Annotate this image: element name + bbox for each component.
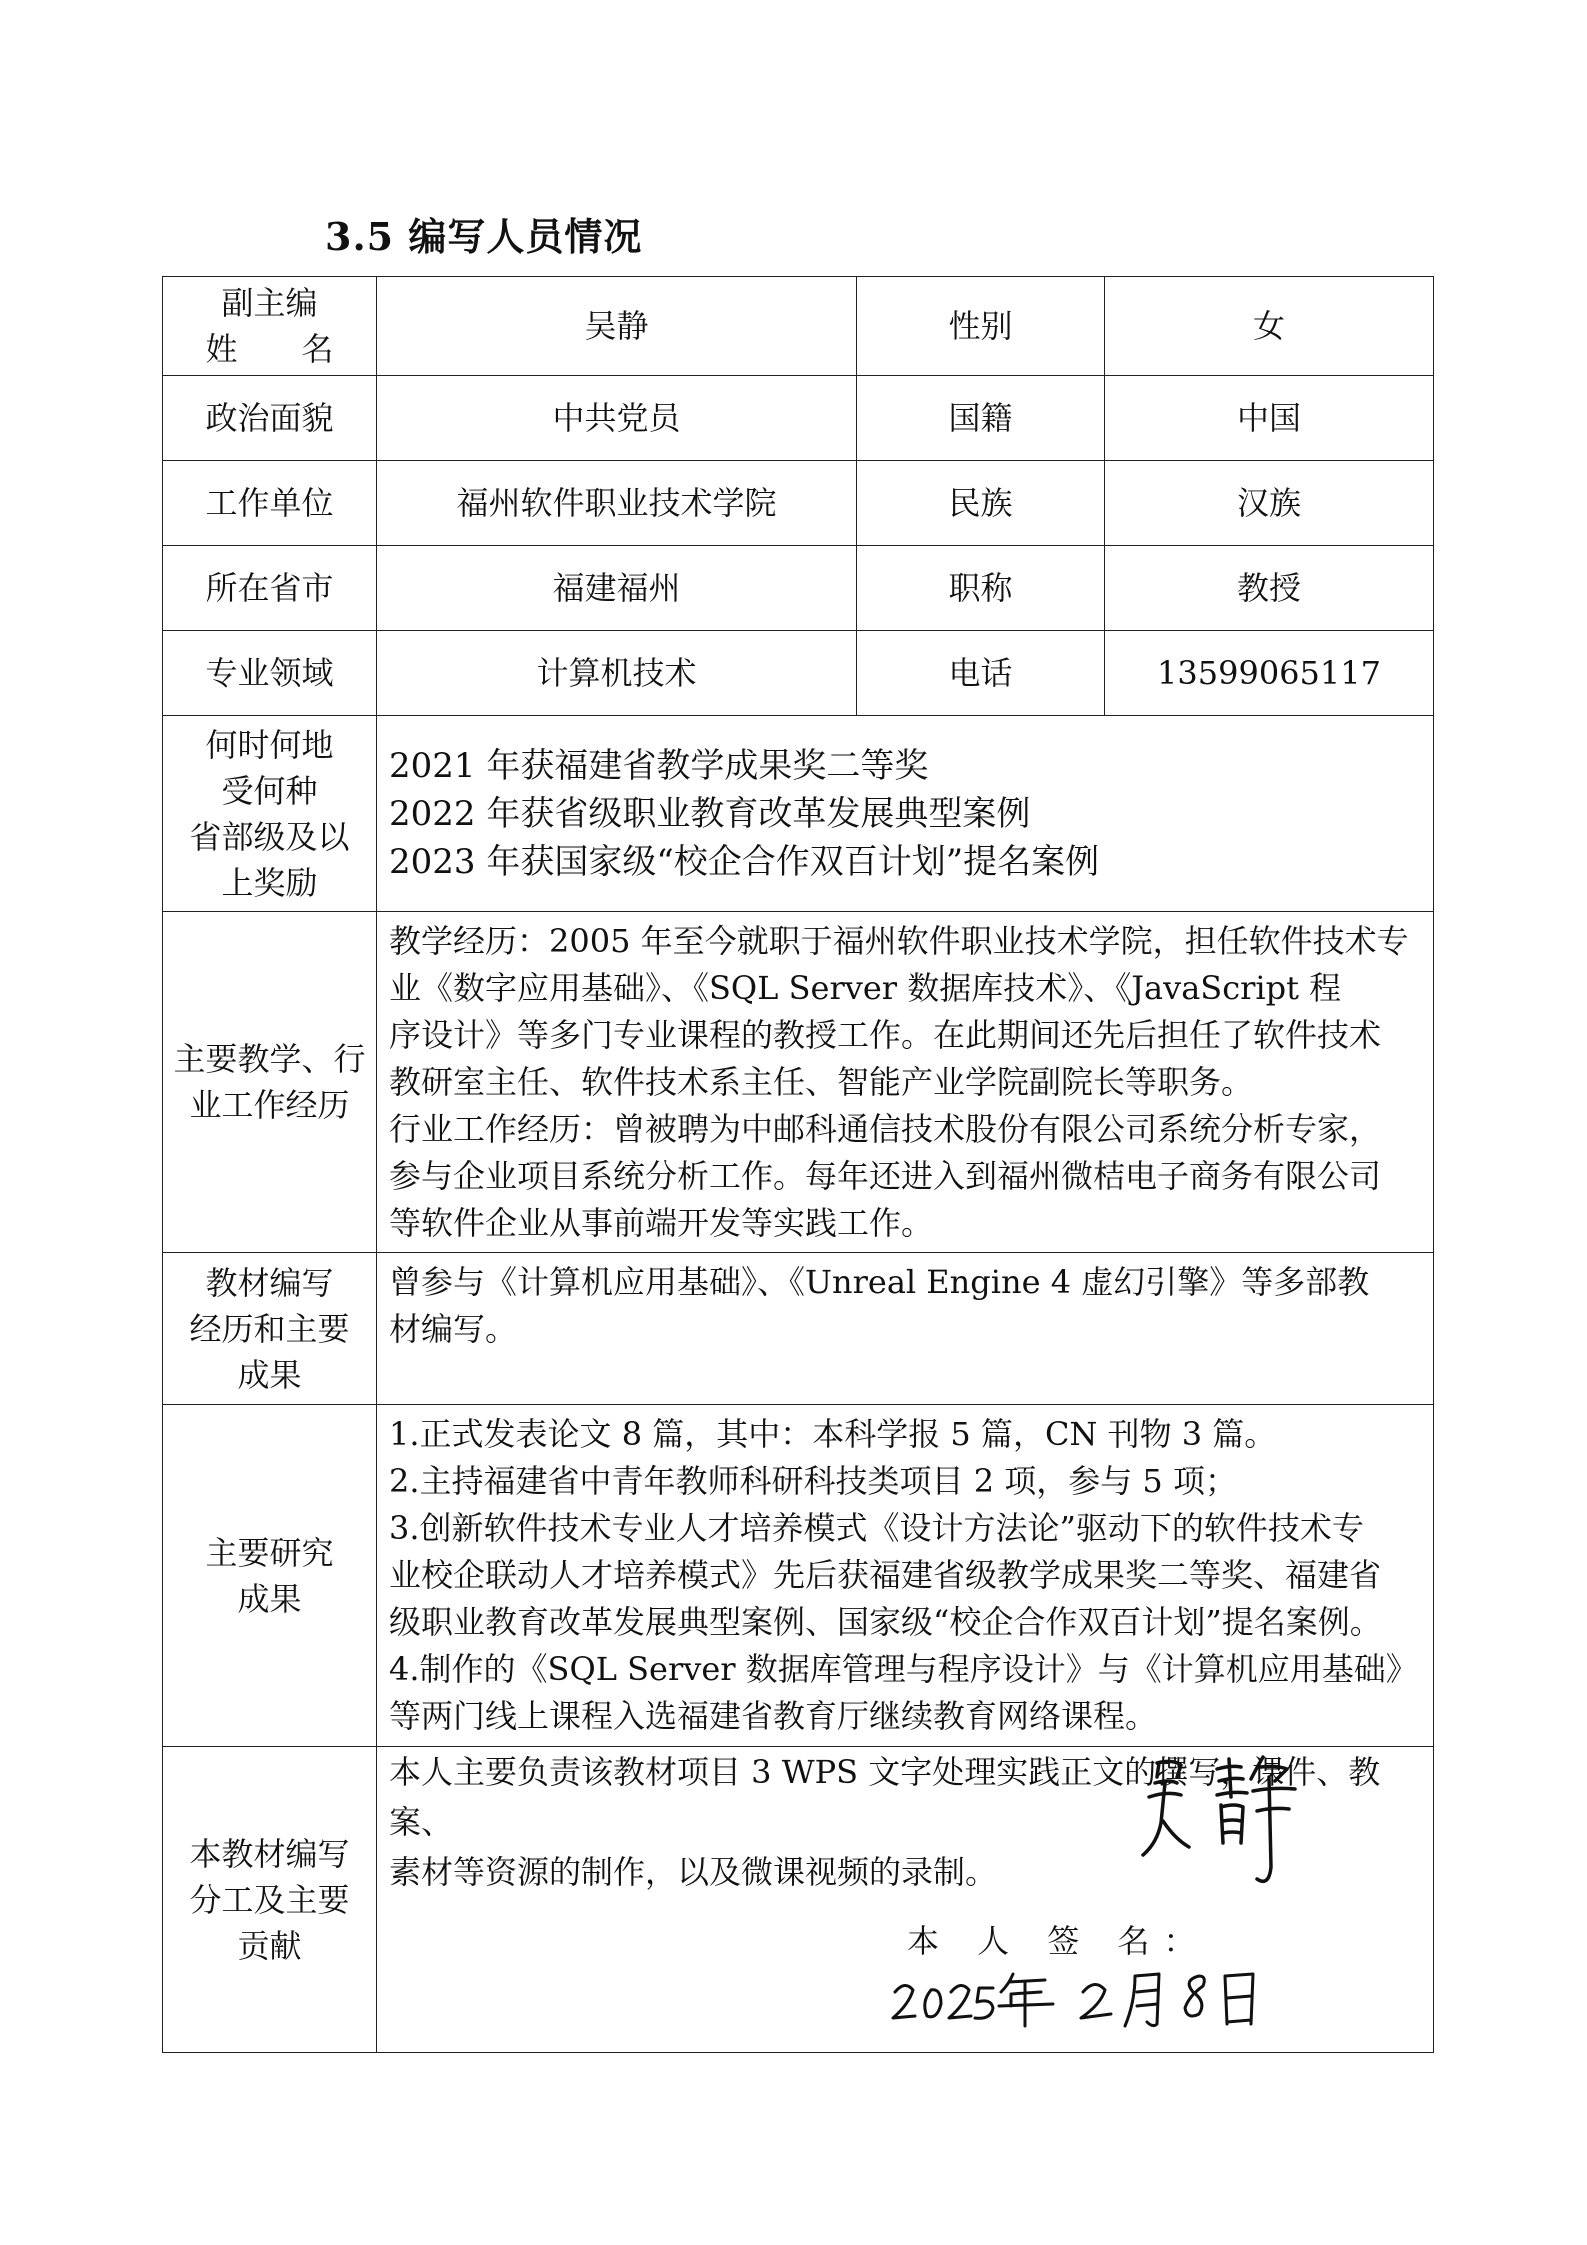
experience-content	[377, 912, 1434, 1253]
city-label: 所在省市	[163, 546, 377, 631]
contribution-label-cell	[163, 1747, 377, 2053]
ethnicity-value: 汉族	[1105, 461, 1434, 546]
textbook-label-line: 教材编写	[205, 1263, 334, 1302]
name-label-line2: 姓 名	[205, 330, 334, 368]
phone-value: 13599065117	[1105, 631, 1434, 716]
research-line: 3.创新软件技术专业人才培养模式《设计方法论”驱动下的软件技术专	[389, 1509, 1364, 1547]
textbook-line: 材编写。	[389, 1310, 518, 1348]
experience-line: 教研室主任、软件技术系主任、智能产业学院副院长等职务。	[389, 1062, 1254, 1101]
research-label-line: 成果	[237, 1579, 302, 1618]
signature-label: 本 人 签 名：	[907, 1922, 1210, 1960]
research-label-cell	[163, 1405, 377, 1747]
handwritten-date	[885, 1962, 1265, 2032]
nationality-value: 中国	[1105, 376, 1434, 461]
contribution-label-line: 贡献	[237, 1926, 302, 1965]
research-content	[377, 1405, 1434, 1747]
contribution-line: 素材等资源的制作，以及微课视频的录制。	[389, 1853, 998, 1891]
contribution-label-line: 分工及主要	[189, 1880, 350, 1919]
phone-label: 电话	[857, 631, 1105, 716]
experience-line: 序设计》等多门专业课程的教授工作。在此期间还先后担任了软件技术	[389, 1015, 1382, 1054]
gender-label: 性别	[857, 277, 1105, 376]
row-field	[163, 631, 1434, 716]
political-label: 政治面貌	[163, 376, 377, 461]
contribution-line: 本人主要负责该教材项目 3 WPS 文字处理实践正文的撰写，课件、教案、	[389, 1753, 1381, 1841]
field-value: 计算机技术	[377, 631, 857, 716]
research-line: 等两门线上课程入选福建省教育厅继续教育网络课程。	[389, 1697, 1158, 1735]
city-value: 福建福州	[377, 546, 857, 631]
experience-label-cell	[163, 912, 377, 1253]
awards-label-line: 省部级及以	[189, 817, 350, 856]
political-value: 中共党员	[377, 376, 857, 461]
staff-info-table	[162, 276, 1434, 2053]
gender-value: 女	[1105, 277, 1434, 376]
experience-line: 教学经历：2005 年至今就职于福州软件职业技术学院，担任软件技术专	[389, 921, 1409, 960]
awards-label-line: 上奖励	[221, 863, 318, 902]
row-political	[163, 376, 1434, 461]
research-line: 2.主持福建省中青年教师科研科技类项目 2 项，参与 5 项；	[389, 1462, 1237, 1500]
name-label-line1: 副主编	[221, 284, 318, 322]
textbook-label-cell	[163, 1253, 377, 1405]
name-value: 吴静	[377, 277, 857, 376]
row-textbook	[163, 1253, 1434, 1405]
job-title-value: 教授	[1105, 546, 1434, 631]
research-line: 4.制作的《SQL Server 数据库管理与程序设计》与《计算机应用基础》	[389, 1650, 1418, 1688]
page-title: 3.5 编写人员情况	[325, 214, 643, 259]
textbook-content	[377, 1253, 1434, 1405]
employer-label: 工作单位	[163, 461, 377, 546]
research-line: 业校企联动人才培养模式》先后获福建省级教学成果奖二等奖、福建省	[389, 1556, 1382, 1594]
employer-value: 福州软件职业技术学院	[377, 461, 857, 546]
award-item: 2023 年获国家级“校企合作双百计划”提名案例	[389, 841, 1100, 882]
research-label-line: 主要研究	[205, 1533, 334, 1572]
row-awards	[163, 716, 1434, 912]
nationality-label: 国籍	[857, 376, 1105, 461]
awards-label-line: 受何种	[221, 771, 318, 810]
row-research	[163, 1405, 1434, 1747]
ethnicity-label: 民族	[857, 461, 1105, 546]
experience-label-line: 主要教学、行	[173, 1040, 366, 1078]
awards-label-line: 何时何地	[205, 725, 334, 764]
job-title-label: 职称	[857, 546, 1105, 631]
research-line: 1.正式发表论文 8 篇，其中：本科学报 5 篇，CN 刊物 3 篇。	[389, 1415, 1277, 1453]
experience-label-line: 业工作经历	[189, 1086, 350, 1124]
handwritten-signature	[1117, 1747, 1347, 1917]
experience-line: 等软件企业从事前端开发等实践工作。	[389, 1203, 934, 1242]
name-label-cell	[163, 277, 377, 376]
row-experience	[163, 912, 1434, 1253]
textbook-label-line: 经历和主要	[189, 1309, 350, 1348]
award-item: 2021 年获福建省教学成果奖二等奖	[389, 745, 929, 786]
contribution-content	[377, 1747, 1434, 2053]
textbook-line: 曾参与《计算机应用基础》、《Unreal Engine 4 虚幻引擎》等多部教	[389, 1263, 1370, 1301]
award-item: 2022 年获省级职业教育改革发展典型案例	[389, 793, 1031, 834]
row-contribution	[163, 1747, 1434, 2053]
textbook-label-line: 成果	[237, 1355, 302, 1394]
contribution-label-line: 本教材编写	[189, 1834, 350, 1873]
field-label: 专业领域	[163, 631, 377, 716]
row-name	[163, 277, 1434, 376]
awards-label-cell	[163, 716, 377, 912]
experience-line: 参与企业项目系统分析工作。每年还进入到福州微桔电子商务有限公司	[389, 1156, 1382, 1195]
awards-content	[377, 716, 1434, 912]
experience-line: 业《数字应用基础》、《SQL Server 数据库技术》、《JavaScript 程	[389, 968, 1342, 1007]
row-employer	[163, 461, 1434, 546]
research-line: 级职业教育改革发展典型案例、国家级“校企合作双百计划”提名案例。	[389, 1603, 1382, 1641]
row-city	[163, 546, 1434, 631]
experience-line: 行业工作经历：曾被聘为中邮科通信技术股份有限公司系统分析专家，	[389, 1109, 1382, 1148]
